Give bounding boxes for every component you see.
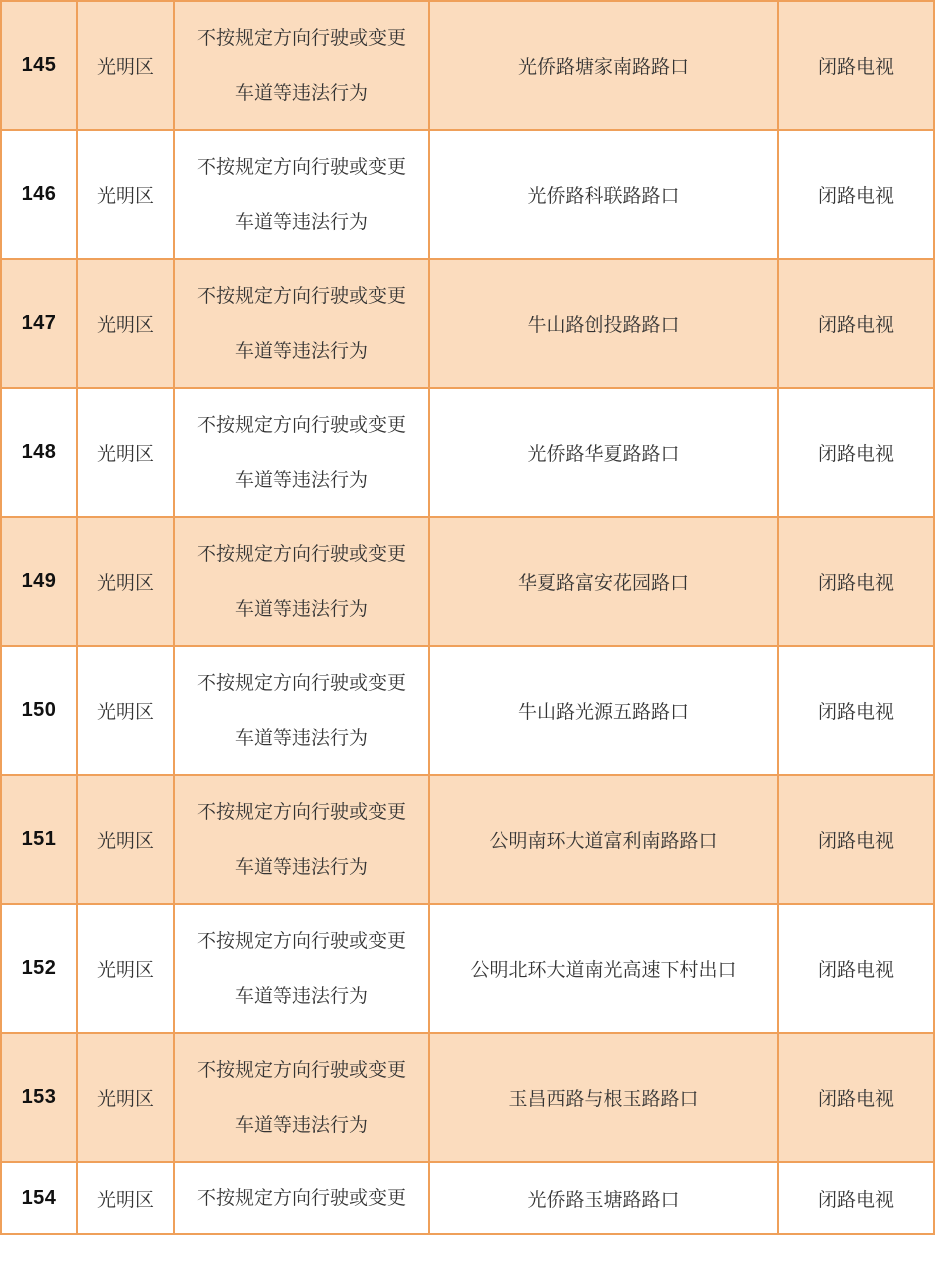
district-cell: 光明区 (77, 775, 174, 904)
district-cell: 光明区 (77, 646, 174, 775)
violation-line1: 不按规定方向行驶或变更 (196, 27, 406, 49)
violation-line2: 车道等违法行为 (234, 856, 368, 878)
location-cell: 玉昌西路与根玉路路口 (429, 1033, 778, 1162)
method-cell: 闭路电视 (778, 1162, 934, 1234)
violation-line1: 不按规定方向行驶或变更 (196, 414, 406, 436)
row-number: 150 (1, 646, 77, 775)
row-number: 152 (1, 904, 77, 1033)
method-cell: 闭路电视 (778, 1, 934, 130)
violation-line1: 不按规定方向行驶或变更 (196, 543, 406, 565)
method-cell: 闭路电视 (778, 388, 934, 517)
method-cell: 闭路电视 (778, 130, 934, 259)
row-number: 146 (1, 130, 77, 259)
method-cell: 闭路电视 (778, 1033, 934, 1162)
row-number: 151 (1, 775, 77, 904)
method-cell: 闭路电视 (778, 259, 934, 388)
violation-cell (174, 904, 429, 1033)
row-number: 149 (1, 517, 77, 646)
district-cell: 光明区 (77, 904, 174, 1033)
method-cell: 闭路电视 (778, 517, 934, 646)
violation-line1: 不按规定方向行驶或变更 (196, 672, 406, 694)
violation-cell (174, 646, 429, 775)
location-cell: 光侨路塘家南路路口 (429, 1, 778, 130)
violation-line1: 不按规定方向行驶或变更 (196, 930, 406, 952)
table-row (1, 259, 934, 388)
table-row (1, 517, 934, 646)
table-row (1, 646, 934, 775)
location-cell: 牛山路创投路路口 (429, 259, 778, 388)
row-number: 153 (1, 1033, 77, 1162)
violation-line2: 车道等违法行为 (234, 1114, 368, 1136)
violation-cell (174, 775, 429, 904)
violation-cell (174, 517, 429, 646)
violation-line1: 不按规定方向行驶或变更 (196, 1059, 406, 1081)
violation-cell (174, 1162, 429, 1234)
violation-line2: 车道等违法行为 (234, 727, 368, 749)
violation-cell (174, 130, 429, 259)
location-cell: 公明北环大道南光高速下村出口 (429, 904, 778, 1033)
district-cell: 光明区 (77, 1033, 174, 1162)
district-cell: 光明区 (77, 517, 174, 646)
row-number: 148 (1, 388, 77, 517)
method-cell: 闭路电视 (778, 775, 934, 904)
violation-line2: 车道等违法行为 (234, 985, 368, 1007)
table-row (1, 1162, 934, 1234)
violation-cell (174, 388, 429, 517)
district-cell: 光明区 (77, 1162, 174, 1234)
violation-line2: 车道等违法行为 (234, 598, 368, 620)
row-number: 145 (1, 1, 77, 130)
violation-line1: 不按规定方向行驶或变更 (196, 156, 406, 178)
violation-line1: 不按规定方向行驶或变更 (196, 285, 406, 307)
violation-line1: 不按规定方向行驶或变更 (196, 1187, 406, 1209)
violation-line2: 车道等违法行为 (234, 340, 368, 362)
district-cell: 光明区 (77, 259, 174, 388)
table-row (1, 1033, 934, 1162)
location-cell: 牛山路光源五路路口 (429, 646, 778, 775)
location-cell: 光侨路玉塘路路口 (429, 1162, 778, 1234)
location-cell: 公明南环大道富利南路路口 (429, 775, 778, 904)
table-row (1, 1, 934, 130)
violation-line2: 车道等违法行为 (234, 469, 368, 491)
district-cell: 光明区 (77, 130, 174, 259)
violation-line2: 车道等违法行为 (234, 211, 368, 233)
violation-cell (174, 1, 429, 130)
method-cell: 闭路电视 (778, 904, 934, 1033)
method-cell: 闭路电视 (778, 646, 934, 775)
table-row (1, 130, 934, 259)
violation-line2: 车道等违法行为 (234, 82, 368, 104)
row-number: 147 (1, 259, 77, 388)
district-cell: 光明区 (77, 388, 174, 517)
table-row (1, 388, 934, 517)
table-row (1, 775, 934, 904)
location-cell: 光侨路华夏路路口 (429, 388, 778, 517)
violation-cell (174, 259, 429, 388)
location-cell: 光侨路科联路路口 (429, 130, 778, 259)
location-cell: 华夏路富安花园路口 (429, 517, 778, 646)
violation-cell (174, 1033, 429, 1162)
row-number: 154 (1, 1162, 77, 1234)
district-cell: 光明区 (77, 1, 174, 130)
table-body (1, 1, 934, 1234)
table-row (1, 904, 934, 1033)
violation-line1: 不按规定方向行驶或变更 (196, 801, 406, 823)
